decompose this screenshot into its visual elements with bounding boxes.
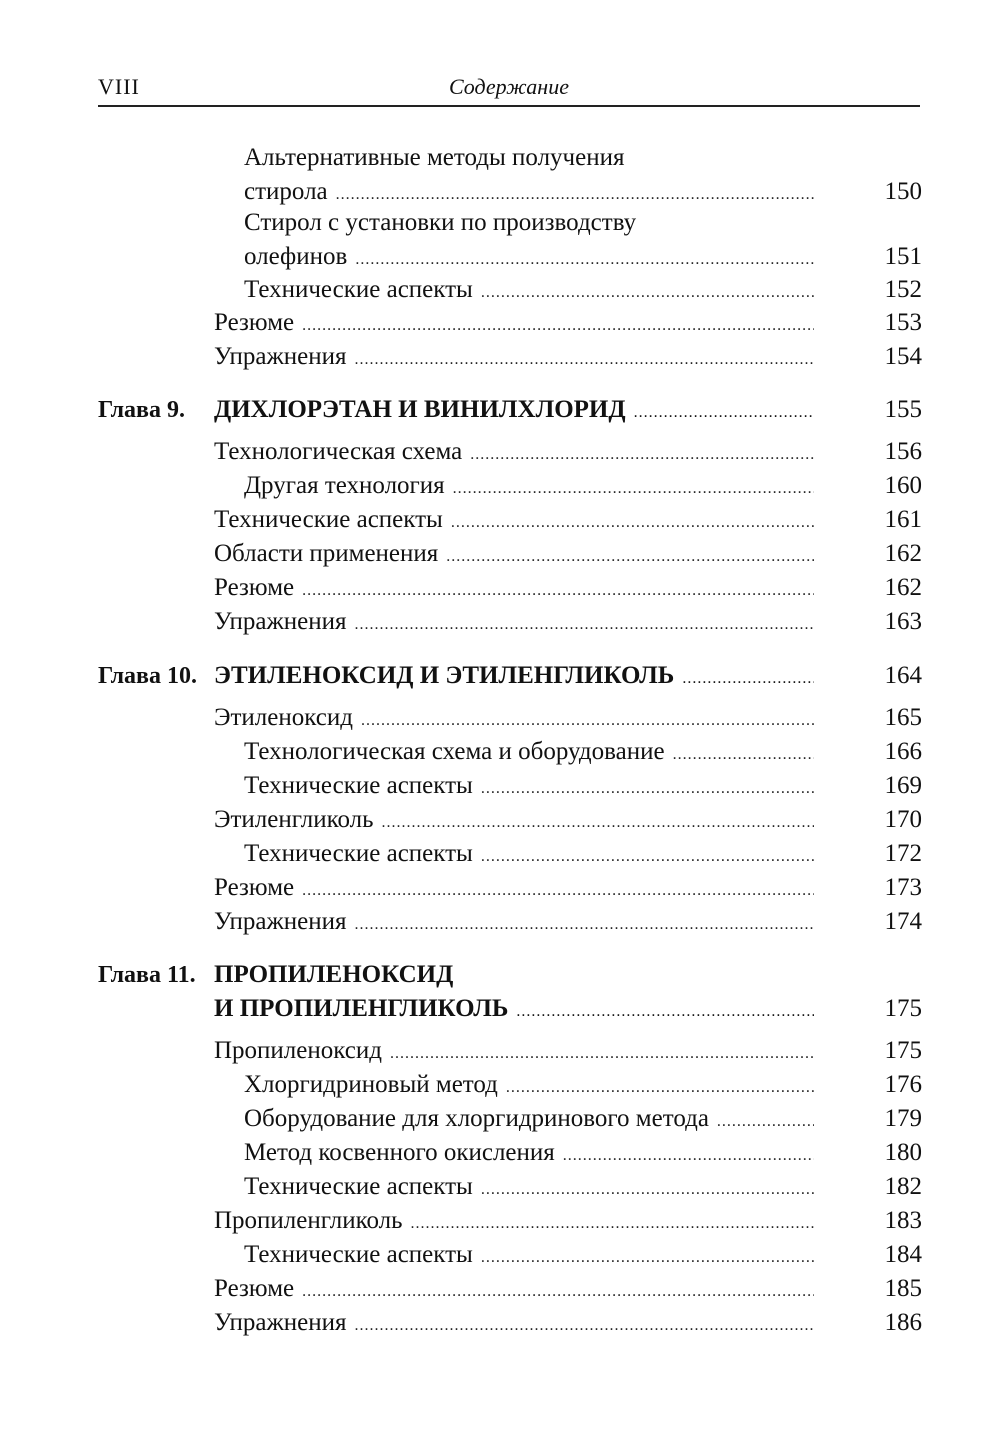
toc-page-number: 154 [884,343,922,370]
chapter-heading [214,393,814,427]
toc-entry-text: Технические аспекты [214,506,443,533]
dot-leader [453,473,814,505]
dot-leader [354,1310,814,1342]
toc-entry [244,176,814,208]
toc-entry [244,1137,814,1169]
toc-entry [244,241,814,273]
dot-leader [481,841,814,873]
toc-page-number: 163 [884,608,922,635]
toc-entry [244,1239,814,1271]
toc-page-number: 162 [884,574,922,601]
toc-entry [214,906,814,938]
chapter-title: ПРОПИЛЕНОКСИД [214,961,454,988]
toc-entry-text: Пропиленгликоль [214,1207,403,1234]
toc-entry [214,804,814,836]
dot-leader [361,705,814,737]
toc-page-number: 179 [884,1105,922,1132]
toc-entry-text: Упражнения [214,1309,347,1336]
toc-entry [214,1307,814,1339]
dot-leader [302,875,814,907]
toc-entry-text: Этиленоксид [214,704,353,731]
toc-entry [214,1273,814,1305]
toc-entry-text: Другая технология [244,472,445,499]
toc-entry-text: Технические аспекты [244,1173,473,1200]
toc-entry-text: Упражнения [214,343,347,370]
chapter-heading [214,992,814,1026]
dot-leader [451,507,814,539]
toc-entry-text: олефинов [244,243,348,270]
dot-leader [382,807,814,839]
toc-entry [244,838,814,870]
toc-entry [214,436,814,468]
toc-entry-text: Метод косвенного окисления [244,1139,555,1166]
toc-entry-text: Резюме [214,1275,295,1302]
toc-page-number: 166 [884,738,922,765]
dot-leader [563,1140,814,1172]
toc-entry-text: Упражнения [214,608,347,635]
toc-entry-text: Стирол с установки по производству [244,209,637,236]
toc-entry-text: Упражнения [214,908,347,935]
chapter-label: Глава 11. [98,962,196,988]
chapter-title: ДИХЛОРЭТАН И ВИНИЛХЛОРИД [214,396,626,423]
dot-leader [354,909,814,941]
dot-leader [446,541,814,573]
toc-entry [214,538,814,570]
toc-entry-text: стирола [244,178,328,205]
toc-page-number: 164 [884,662,922,689]
toc-entry [214,1035,814,1067]
dot-leader [481,1174,814,1206]
dot-leader [481,277,814,309]
toc-entry-text: Резюме [214,874,295,901]
chapter-label: Глава 10. [98,663,197,689]
toc-page-number: 161 [884,506,922,533]
dot-leader [390,1038,814,1070]
toc-page-number: 174 [884,908,922,935]
toc-entry [244,274,814,306]
toc-entry [244,1171,814,1203]
dot-leader [354,344,814,376]
chapter-label: Глава 9. [98,397,185,423]
toc-entry-text: Технические аспекты [244,276,473,303]
toc-entry [214,1205,814,1237]
dot-leader [481,1242,814,1274]
dot-leader [411,1208,814,1240]
toc-entry [244,1103,814,1135]
toc-page-number: 175 [884,1037,922,1064]
toc-page-number: 175 [884,995,922,1022]
toc-page-number: 153 [884,309,922,336]
toc-page-number: 170 [884,806,922,833]
dot-leader [302,310,814,342]
toc-entry [244,1069,814,1101]
toc-entry [244,736,814,768]
toc-entry [244,770,814,802]
chapter-heading [214,659,814,693]
toc-entry-text: Этиленгликоль [214,806,374,833]
toc-page-number: 180 [884,1139,922,1166]
dot-leader [634,396,814,430]
chapter-title: И ПРОПИЛЕНГЛИКОЛЬ [214,995,509,1022]
dot-leader [481,773,814,805]
toc-page-number: 169 [884,772,922,799]
dot-leader [516,995,814,1029]
toc-page-number: 183 [884,1207,922,1234]
toc-entry-text: Технические аспекты [244,840,473,867]
toc-page-number: 172 [884,840,922,867]
dot-leader [717,1106,814,1138]
toc-entry-text: Резюме [214,574,295,601]
running-title: Содержание [448,74,569,99]
toc-entry [214,702,814,734]
dot-leader [506,1072,814,1104]
toc-page-number: 156 [884,438,922,465]
toc-page-number: 160 [884,472,922,499]
toc-entry [214,341,814,373]
toc-entry-text: Области применения [214,540,439,567]
dot-leader [354,609,814,641]
toc-page-number: 152 [884,276,922,303]
dot-leader [355,244,814,276]
dot-leader [470,439,814,471]
toc-entry [214,572,814,604]
toc-page-number: 184 [884,1241,922,1268]
toc-page-number: 176 [884,1071,922,1098]
dot-leader [682,662,814,696]
dot-leader [302,1276,814,1308]
toc-page-number: 155 [884,396,922,423]
page-number: VIII [98,74,140,99]
toc-entry-text: Технологическая схема и оборудование [244,738,665,765]
chapter-title: ЭТИЛЕНОКСИД И ЭТИЛЕНГЛИКОЛЬ [214,662,675,689]
toc-page-number: 185 [884,1275,922,1302]
toc-entry-text: Оборудование для хлоргидринового метода [244,1105,709,1132]
toc-entry-text: Технические аспекты [244,1241,473,1268]
toc-entry [214,504,814,536]
toc-page-number: 173 [884,874,922,901]
toc-entry-text: Хлоргидриновый метод [244,1071,498,1098]
toc-entry [214,606,814,638]
dot-leader [302,575,814,607]
toc-entry-text: Технологическая схема [214,438,463,465]
toc-page-number: 151 [884,243,922,270]
toc-entry [214,307,814,339]
toc-entry-text: Пропиленоксид [214,1037,382,1064]
toc-entry [214,872,814,904]
dot-leader [673,739,814,771]
toc-page-number: 165 [884,704,922,731]
toc-entry [244,470,814,502]
toc-page-number: 182 [884,1173,922,1200]
toc-page-number: 186 [884,1309,922,1336]
toc-entry-text: Альтернативные методы получения [244,144,625,171]
toc-page-number: 150 [884,178,922,205]
toc-entry-text: Резюме [214,309,295,336]
toc-entry-text: Технические аспекты [244,772,473,799]
toc-page-number: 162 [884,540,922,567]
